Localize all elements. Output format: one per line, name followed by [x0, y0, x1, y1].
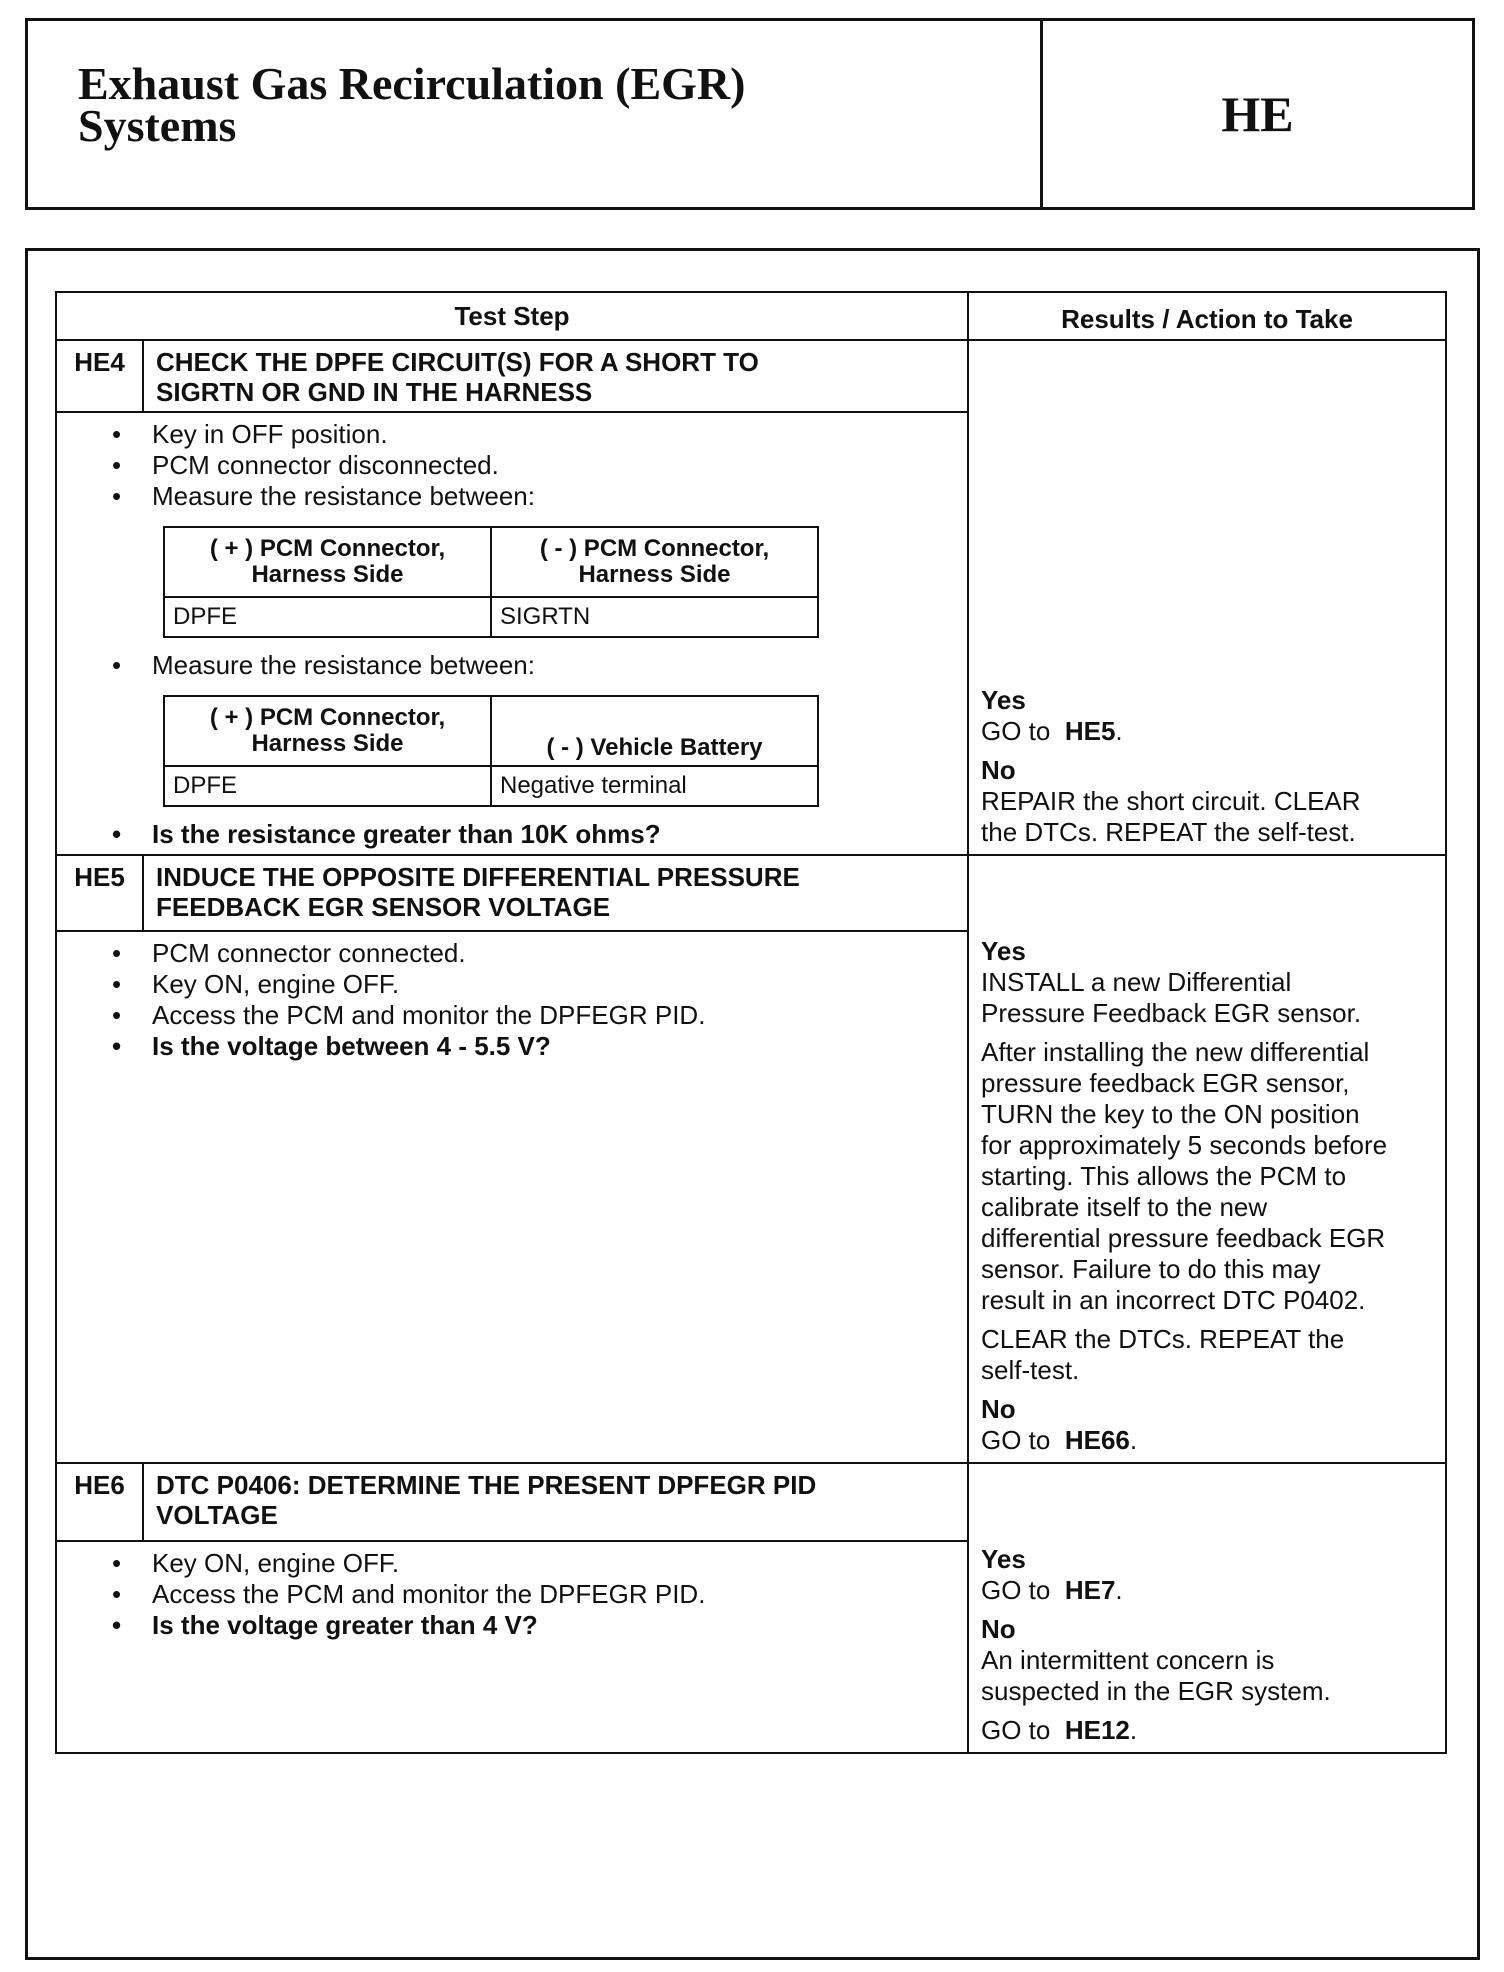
- step-row-he6: [56, 1463, 1446, 1541]
- step-title-line2: VOLTAGE: [156, 1500, 278, 1530]
- note-line: TURN the key to the ON position: [981, 1099, 1360, 1129]
- yes-action: GO to HE5.: [981, 716, 1123, 746]
- list-item: • Access the PCM and monitor the DPFEGR PID.: [152, 1579, 967, 1610]
- step-title: [143, 855, 968, 931]
- step-row-he4: [56, 340, 1446, 412]
- step-id: HE4: [56, 340, 143, 412]
- step-reference: HE12: [1064, 1715, 1130, 1745]
- header-line: ( + ) PCM Connector,: [209, 535, 446, 562]
- question: • Is the voltage between 4 - 5.5 V?: [152, 1031, 967, 1062]
- clear-line1: CLEAR the DTCs. REPEAT the: [981, 1324, 1345, 1354]
- step-reference: HE66: [1064, 1425, 1130, 1455]
- step-id: HE5: [56, 855, 143, 931]
- step-title-line1: INDUCE THE OPPOSITE DIFFERENTIAL PRESSURE: [156, 862, 800, 892]
- table-cell: Negative terminal: [491, 766, 818, 806]
- go-to-action: GO to HE12.: [981, 1715, 1138, 1745]
- list-item: • Measure the resistance between:: [152, 650, 967, 681]
- no-action-line2: suspected in the EGR system.: [981, 1676, 1331, 1706]
- table-cell: DPFE: [164, 766, 491, 806]
- results-cell: [968, 340, 1446, 855]
- table-cell: SIGRTN: [491, 597, 818, 637]
- table-header-cell: [491, 527, 818, 597]
- step-title: [143, 1463, 968, 1541]
- table-header-cell: ( - ) Vehicle Battery: [491, 696, 818, 766]
- step-id: HE6: [56, 1463, 143, 1541]
- yes-label: Yes: [981, 1544, 1026, 1574]
- go-to-text: GO to: [981, 1715, 1051, 1745]
- yes-label: Yes: [981, 685, 1026, 715]
- note-line: result in an incorrect DTC P0402.: [981, 1285, 1366, 1315]
- step-row-he5: [56, 855, 1446, 931]
- yes-action: GO to HE7.: [981, 1575, 1123, 1605]
- step-title-line2: SIGRTN OR GND IN THE HARNESS: [156, 377, 593, 407]
- table-row: [164, 766, 818, 806]
- note-line: starting. This allows the PCM to: [981, 1161, 1347, 1191]
- go-to-text: GO to: [981, 1575, 1051, 1605]
- step-body: [56, 412, 968, 855]
- note-line: calibrate itself to the new: [981, 1192, 1268, 1222]
- note-line: for approximately 5 seconds before: [981, 1130, 1388, 1160]
- list-item: • Key in OFF position.: [152, 419, 967, 450]
- list-item: • PCM connector disconnected.: [152, 450, 967, 481]
- step-reference: HE5: [1064, 716, 1116, 746]
- table-header-cell: [164, 527, 491, 597]
- header-line: Harness Side: [251, 730, 404, 757]
- step-title-line1: DTC P0406: DETERMINE THE PRESENT DPFEGR PID: [156, 1470, 817, 1500]
- table-header-cell: [164, 696, 491, 766]
- no-label: No: [981, 1394, 1016, 1424]
- table-header-row: [56, 292, 1446, 340]
- question: • Is the resistance greater than 10K ohms?: [152, 819, 967, 850]
- yes-label: Yes: [981, 936, 1026, 966]
- install-note: [981, 1037, 1435, 1316]
- table-cell: DPFE: [164, 597, 491, 637]
- note-line: sensor. Failure to do this may: [981, 1254, 1321, 1284]
- no-label: No: [981, 1614, 1016, 1644]
- no-action-line2: the DTCs. REPEAT the self-test.: [981, 817, 1356, 847]
- list-item: • Key ON, engine OFF.: [152, 969, 967, 1000]
- page-header: [25, 18, 1475, 210]
- results-cell: [968, 855, 1446, 1463]
- connector-table-1: [163, 526, 819, 638]
- section-title-line1: Exhaust Gas Recirculation (EGR): [78, 58, 746, 109]
- note-line: After installing the new differential: [981, 1037, 1370, 1067]
- no-action-line1: An intermittent concern is: [981, 1645, 1275, 1675]
- question: • Is the voltage greater than 4 V?: [152, 1610, 967, 1641]
- note-line: differential pressure feedback EGR: [981, 1223, 1386, 1253]
- step-reference: HE7: [1064, 1575, 1116, 1605]
- go-to-text: GO to: [981, 716, 1051, 746]
- no-action-line1: REPAIR the short circuit. CLEAR: [981, 786, 1361, 816]
- col-results-header: Results / Action to Take: [968, 292, 1446, 340]
- header-line: Harness Side: [251, 561, 404, 588]
- list-item: • Measure the resistance between:: [152, 481, 967, 512]
- step-title-line2: FEEDBACK EGR SENSOR VOLTAGE: [156, 892, 611, 922]
- step-title: [143, 340, 968, 412]
- test-step-table: [55, 291, 1447, 1754]
- header-line: ( + ) PCM Connector,: [209, 704, 446, 731]
- connector-table-2: [163, 695, 819, 807]
- table-row: [164, 597, 818, 637]
- clear-line2: self-test.: [981, 1355, 1080, 1385]
- list-item: • Key ON, engine OFF.: [152, 1548, 967, 1579]
- section-code: HE: [1221, 86, 1294, 142]
- step-title-line1: CHECK THE DPFE CIRCUIT(S) FOR A SHORT TO: [156, 347, 759, 377]
- go-to-text: GO to: [981, 1425, 1051, 1455]
- results-cell: [968, 1463, 1446, 1753]
- section-title-line2: Systems: [78, 100, 237, 151]
- list-item: • Access the PCM and monitor the DPFEGR PID.: [152, 1000, 967, 1031]
- yes-action-line1: INSTALL a new Differential: [981, 967, 1292, 997]
- no-label: No: [981, 755, 1016, 785]
- step-body: [56, 931, 968, 1463]
- header-line: Harness Side: [578, 561, 731, 588]
- header-line: ( - ) PCM Connector,: [539, 535, 770, 562]
- step-body: [56, 1541, 968, 1753]
- section-title: [28, 21, 1043, 207]
- col-test-step-header: Test Step: [56, 292, 968, 340]
- no-action: GO to HE66.: [981, 1425, 1138, 1455]
- list-item: • PCM connector connected.: [152, 938, 967, 969]
- yes-action-line2: Pressure Feedback EGR sensor.: [981, 998, 1362, 1028]
- note-line: pressure feedback EGR sensor,: [981, 1068, 1350, 1098]
